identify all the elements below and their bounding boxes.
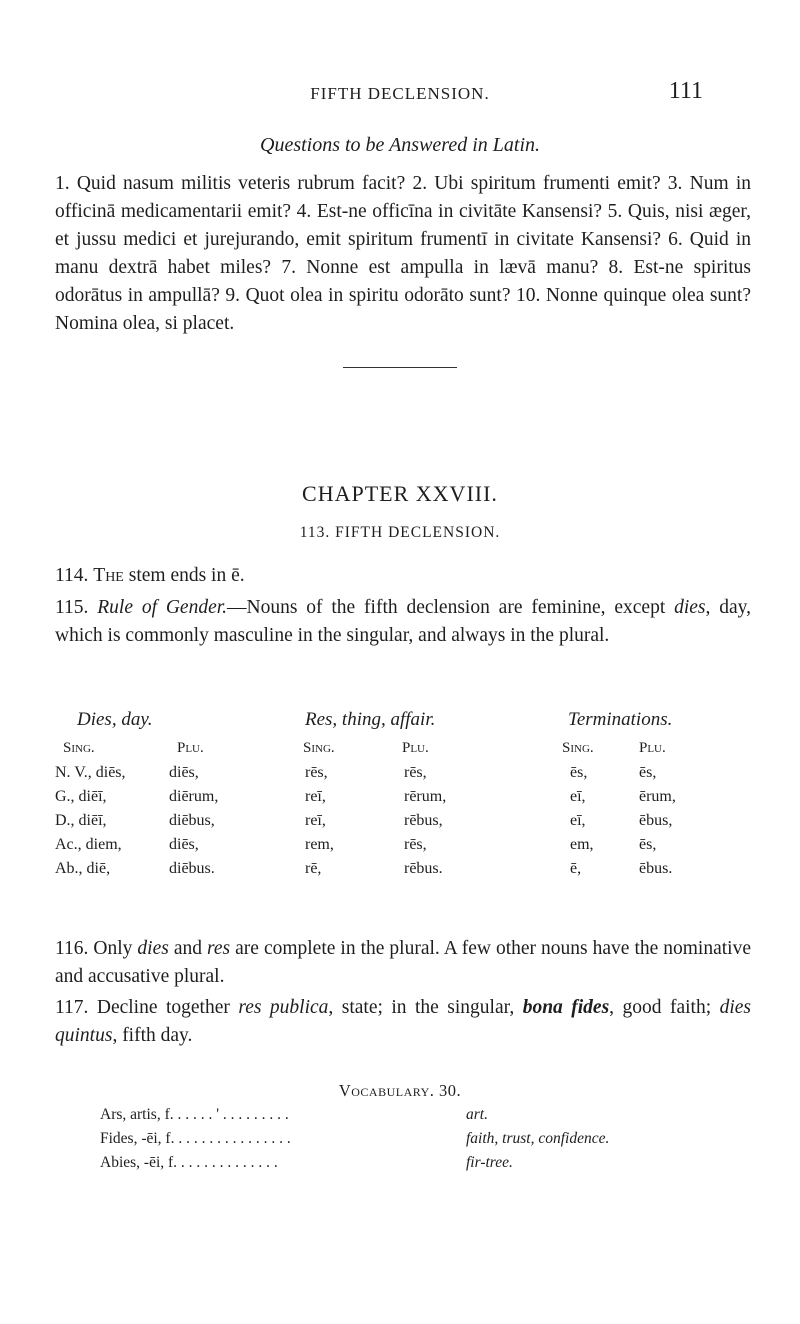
latin-phrase: dies quintus bbox=[55, 997, 752, 1046]
questions-title: Questions to be Answered in Latin. bbox=[260, 134, 540, 156]
table-cell: G., diēī, bbox=[55, 788, 107, 805]
paragraph-text: —Nouns of the fifth declension are feminine, except bbox=[227, 597, 675, 618]
vocab-english: art. bbox=[466, 1106, 488, 1123]
page-header bbox=[0, 78, 800, 108]
rule-heading: Rule of Gender. bbox=[97, 597, 228, 618]
latin-phrase: res publica bbox=[238, 997, 329, 1018]
section-title: 113. FIFTH DECLENSION. bbox=[299, 524, 501, 541]
table-cell: rērum, bbox=[404, 788, 447, 805]
table-cell: ēbus, bbox=[639, 812, 673, 829]
table-cell: ēbus. bbox=[639, 860, 673, 877]
table-subheader-row bbox=[55, 735, 755, 761]
table-cell: reī, bbox=[305, 812, 326, 829]
chapter-title: CHAPTER XXVIII. bbox=[302, 481, 498, 506]
paragraph-number: 117. bbox=[55, 997, 89, 1018]
small-caps-lead: The bbox=[93, 565, 124, 586]
table-cell: rē, bbox=[305, 860, 322, 877]
latin-word: res bbox=[207, 938, 231, 959]
paragraph-115 bbox=[55, 594, 751, 650]
running-head: FIFTH DECLENSION. bbox=[310, 84, 490, 103]
section-divider bbox=[343, 367, 457, 368]
paragraph-117 bbox=[55, 994, 751, 1050]
table-cell: D., diēī, bbox=[55, 812, 107, 829]
table-cell: diēs, bbox=[169, 836, 199, 853]
subheader: Sing. bbox=[562, 739, 594, 756]
table-cell: Ac., diem, bbox=[55, 836, 122, 853]
paragraph-text: are complete in the plural. A few other nouns have the nominative and accusative plural. bbox=[55, 938, 751, 987]
subheader: Plu. bbox=[402, 739, 429, 756]
subheader: Plu. bbox=[177, 739, 204, 756]
table-cell: em, bbox=[570, 836, 594, 853]
table-cell: diērum, bbox=[169, 788, 219, 805]
paragraph-text: Only bbox=[88, 938, 138, 959]
table-cell: rēs, bbox=[305, 764, 328, 781]
table-row bbox=[55, 761, 755, 785]
table-cell: ēs, bbox=[639, 764, 657, 781]
table-cell: rēs, bbox=[404, 764, 427, 781]
paragraph-text: , fifth day. bbox=[112, 1025, 193, 1046]
list-item bbox=[100, 1154, 740, 1178]
subheader: Sing. bbox=[303, 739, 335, 756]
table-cell: ēs, bbox=[570, 764, 588, 781]
list-item bbox=[100, 1106, 740, 1130]
subheader: Sing. bbox=[63, 739, 95, 756]
table-row bbox=[55, 833, 755, 857]
table-cell: rēbus. bbox=[404, 860, 443, 877]
header-dies: Dies, day. bbox=[77, 709, 153, 730]
paragraph-number: 114. bbox=[55, 565, 89, 586]
subheader: Plu. bbox=[639, 739, 666, 756]
paragraph-114 bbox=[55, 562, 751, 590]
table-cell: reī, bbox=[305, 788, 326, 805]
latin-word: dies bbox=[674, 597, 706, 618]
table-cell: diēbus, bbox=[169, 812, 215, 829]
table-cell: rēbus, bbox=[404, 812, 443, 829]
paragraph-116 bbox=[55, 935, 751, 991]
vocab-english: faith, trust, confidence. bbox=[466, 1130, 610, 1147]
paragraph-text: , good faith; bbox=[609, 997, 720, 1018]
page-number: 111 bbox=[668, 78, 703, 104]
questions-paragraph: 1. Quid nasum militis veteris rubrum facit? 2. Ubi spiritum frumenti emit? 3. Num in officinā medicamentarii emit? 4. Est-ne officīna in civitāte Kansensi? 5. Quis, nisi æger, et jussu medici et jurejurando, emit spiritum frumentī in civitate Kansensi? 6. Quid in manu dextrā habet miles? 7. Nonne est ampulla in lævā manu? 8. Est-ne spiritus odorātus in ampullā? 9. Quot olea in spiritu odorāto sunt? 10. Nonne quinque olea sunt? Nomina olea, si placet. bbox=[55, 173, 751, 334]
table-cell: diēs, bbox=[169, 764, 199, 781]
paragraph-text: stem ends in ē. bbox=[123, 565, 245, 586]
header-res: Res, thing, affair. bbox=[305, 709, 436, 730]
table-cell: rem, bbox=[305, 836, 334, 853]
latin-phrase: bona fides bbox=[522, 997, 610, 1018]
list-item bbox=[100, 1130, 740, 1154]
table-cell: N. V., diēs, bbox=[55, 764, 126, 781]
table-cell: rēs, bbox=[404, 836, 427, 853]
table-cell: ērum, bbox=[639, 788, 676, 805]
table-cell: diēbus. bbox=[169, 860, 215, 877]
table-cell: eī, bbox=[570, 812, 586, 829]
table-cell: ē, bbox=[570, 860, 582, 877]
table-row bbox=[55, 857, 755, 881]
vocab-latin: Fides, -ēi, f. . . . . . . . . . . . . . . . bbox=[100, 1130, 291, 1147]
vocabulary-title: Vocabulary. 30. bbox=[338, 1081, 462, 1100]
vocabulary-list bbox=[100, 1106, 740, 1178]
paragraph-text: and bbox=[168, 938, 208, 959]
vocab-latin: Abies, -ēi, f. . . . . . . . . . . . . . bbox=[100, 1154, 278, 1171]
declension-table bbox=[55, 705, 755, 881]
paragraph-number: 115. bbox=[55, 597, 89, 618]
paragraph-number: 116. bbox=[55, 938, 89, 959]
paragraph-text: Decline together bbox=[88, 997, 239, 1018]
paragraph-text: , state; in the singular, bbox=[328, 997, 523, 1018]
latin-word: dies bbox=[137, 938, 169, 959]
table-row bbox=[55, 809, 755, 833]
header-terminations: Terminations. bbox=[568, 709, 673, 730]
table-row bbox=[55, 785, 755, 809]
vocab-latin: Ars, artis, f. . . . . . ' . . . . . . . . . bbox=[100, 1106, 289, 1123]
vocab-english: fir-tree. bbox=[466, 1154, 513, 1171]
table-cell: ēs, bbox=[639, 836, 657, 853]
paragraph-text: , day, which is commonly masculine in the singular, and always in the plural. bbox=[55, 597, 751, 646]
table-cell: Ab., diē, bbox=[55, 860, 111, 877]
table-cell: eī, bbox=[570, 788, 586, 805]
table-header-row bbox=[55, 705, 755, 735]
